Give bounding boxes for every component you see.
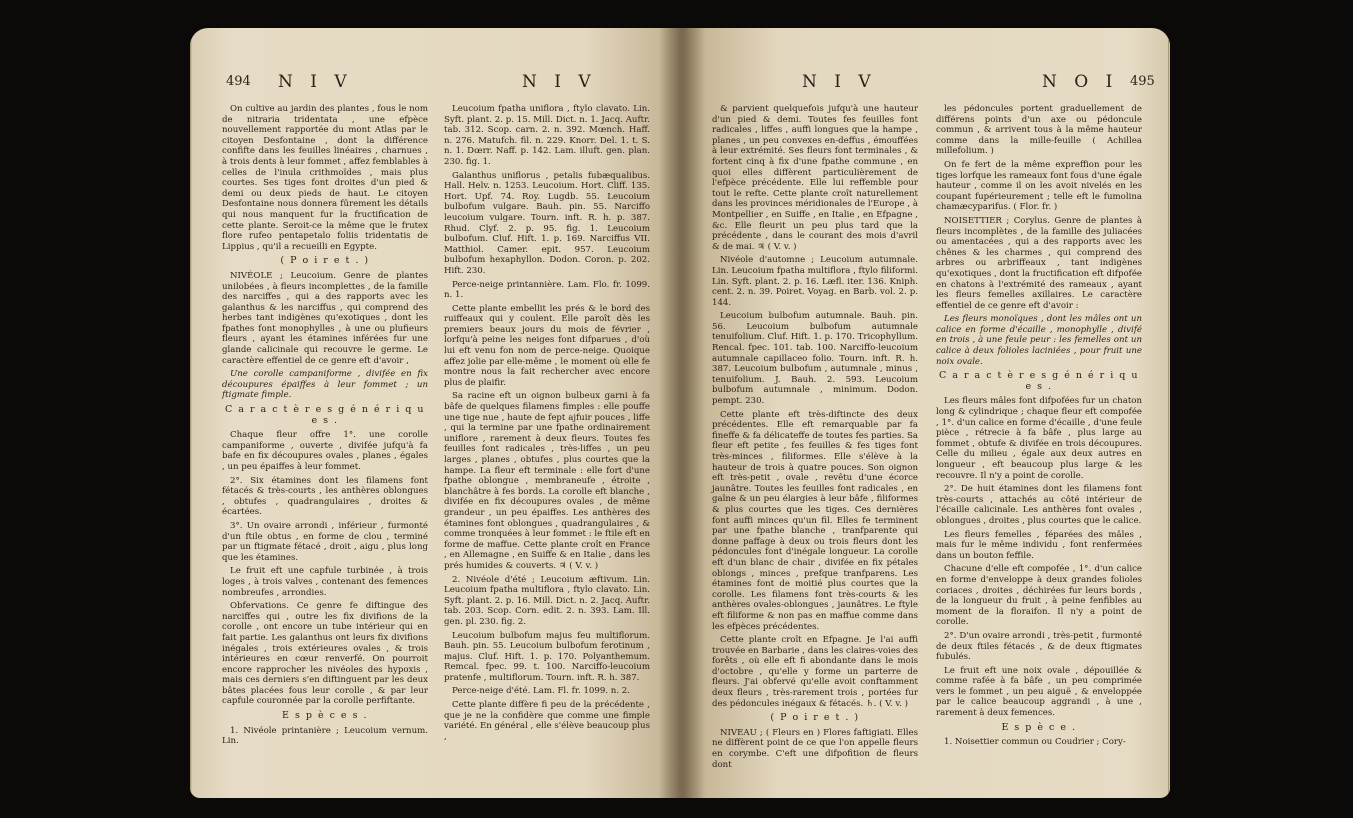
paragraph: Leucoium fpatha uniflora , ftylo clavato. Lin. Syft. plant. 2. p. 15. Mill. Dict. n. 1. Jacq. Auftr. tab. 312. Scop. carn. 2. n. 392. Mœnch. Haff. n. 276. Matufch. fil. n. 229. Knorr. Del. 1. t. S. n. 1. Dœrr. Naff. p. 142. Lam. illuft. gen. plan. 230. fig. 1. (444, 104, 650, 167)
paragraph: Les fleurs mâles font difpofées fur un chaton long & cylindrique ; chaque fleur eft compofée , 1°. d'un calice en forme d'écaille , d'une feule pièce , rétrecie à fa bâfe , plus large au fommet , obtufe & divifée en trois découpures. Celle du milieu , égale aux deux autres en longueur , eft beaucoup plus large & les recouvre. Il n'y a point de corolle. (936, 396, 1142, 481)
paragraph: 2°. De huit étamines dont les filamens font très-courts , attachés au côté intérieur de l'écaille calicinale. Les anthères font ovales , oblongues , droites , plus courtes que le calice. (936, 484, 1142, 526)
paragraph: Leucoium bulbofum autumnale. Bauh. pin. 56. Leucoium bulbofum autumnale tenuifolium. Cluf. Hift. 1. p. 170. Tricophyllum. Rencal. fpec. 101. tab. 100. Narciffo-leucoium autumnale capillaceo folio. Tourn. inft. R. h. 387. Leucoium bulbofum , autumnale , minus , tenuifolium. J. Bauh. 2. 593. Leucoium bulbofum autumnale , minimum. Dodon. pempt. 230. (712, 311, 918, 407)
paragraph: Le fruit eft une capfule turbinée , à trois loges , à trois valves , contenant des femences nombreufes , arrondies. (222, 566, 428, 598)
paragraph: On fe fert de la même expreffion pour les tiges lorfque les rameaux font fous d'une égale hauteur , comme il on les avoit nivelés en les coupant fupérieurement ; telle eft le fumolina chamæcyparifus. ( Flor. fr. ) (936, 159, 1142, 213)
paragraph: Perce-neige printannière. Lam. Flo. fr. 1099. n. 1. (444, 279, 650, 301)
page-number-left: 494 (226, 74, 251, 89)
paragraph: 2°. D'un ovaire arrondi , très-petit , furmonté de deux ftiles fétacés , & de deux ftigmates fubulés. (936, 630, 1142, 663)
paragraph: Perce-neige d'été. Lam. Fl. fr. 1099. n. 2. (452, 686, 630, 697)
paragraph: Une corolle campaniforme , divifée en fix découpures épaiffes à leur fommet ; un ftigmate fimple. (222, 369, 428, 401)
paragraph: ( P o i r e t . ) (770, 712, 860, 724)
paragraph: Les fleurs monoïques , dont les mâles ont un calice en forme d'écaille , monophylle , divifé en trois , à une feule peur : les femelles ont un calice à deux folioles laciniées , pour fruit une noix ovale. (936, 314, 1142, 367)
left-page (190, 28, 682, 798)
right-page (682, 28, 1170, 798)
paragraph: On cultive au jardin des plantes , fous le nom de nitraria tridentata , une efpèce nouvellement rapportée du mont Atlas par le citoyen Desfontaine , dont la différence confifte dans les feuilles linéaires , charnues , à trois dents à leur fommet , affez femblables à celles de l'inula crithmoïdes , mais plus courtes. Ses tiges font droites d'un pied & demi ou deux pieds de haut. Le citoyen Desfontaine nous donnera fûrement les détails qui nous manquent fur la fructification de cette plante. Seroit-ce la même que le frutex flore rufeo pentapetalo foliis tridentatis de Lippius , qu'il a recueilli en Egypte. (222, 104, 428, 252)
paragraph: Les fleurs femelles , féparées des mâles , mais fur le même individu , font renfermées dans un bouton feffile. (936, 529, 1142, 561)
paragraph: Nivéole d'automne ; Leucoium autumnale. Lin. Leucoium fpatha multiflora , ftylo filiformi. Lin. Syft. plant. 2. p. 16. Læfl. iter. 136. Kniph. cent. 2. n. 39. Poiret. Voyag. en Barb. vol. 2. p. 144. (712, 255, 919, 308)
paragraph: & parvient quelquefois jufqu'à une hauteur d'un pied & demi. Toutes fes feuilles font radicales , liffes , auffi longues que la hampe , planes , un peu convexes en-deffus , émouffées à leur extrémité. Ses fleurs font terminales , & fortent cinq à fix d'une fpathe commune , en quoi elles diffèrent particulièrement de l'efpèce précédente. Elle lui reffemble pour tout le refte. Cette plante croît naturellement dans les provinces méridionales de l'Europe , à Montpellier , en Suiffe , en Italie , en Efpagne , &c. Elle fleurit un peu plus tard que la précédente , dans le courant des mois d'avril & de mai. ♃ ( V. v. ) (712, 104, 918, 252)
left-running-head (190, 72, 682, 94)
paragraph: ( P o i r e t . ) (280, 255, 370, 267)
paragraph: Chaque fleur offre 1°. une corolle campaniforme , ouverte , divifée jufqu'à fa bafe en fix découpures ovales , planes , égales , un peu épaiffes à leur fommet. (222, 430, 428, 472)
running-head-right-col2: N O I (1042, 72, 1119, 92)
paragraph: Chacune d'elle eft compofée , 1°. d'un calice en forme d'enveloppe à deux grandes folioles coriaces , droites , déchirées fur leurs bords , de la longueur du fruit , à peine fenfibles au moment de la floraifon. Il n'y a point de corolle. (936, 564, 1142, 628)
paragraph: Cette plante croît en Efpagne. Je l'ai auffi trouvée en Barbarie , dans les claires-voies des forêts , où elle eft fi abondante dans le mois d'octobre , qu'elle y forme un parterre de fleurs. J'ai obfervé qu'elle avoit conftamment deux fleurs , très-rarement trois , portées fur des pédoncules inégaux & fétacés. ♄. ( V. v. ) (712, 635, 918, 709)
left-column-2 (444, 104, 650, 745)
paragraph: 1. Noisettier commun ou Coudrier ; Cory- (944, 737, 1126, 748)
paragraph: E s p è c e . (1001, 721, 1077, 733)
paragraph: 2°. Six étamines dont les filamens font fétacés & très-courts , les anthères oblongues , obtufes , quadrangulaires , droites & écartées. (222, 475, 428, 518)
paragraph: Le fruit eft une noix ovale , dépouillée & comme rafée à fa bâfe , un peu comprimée vers le fommet , un peu aiguë , & enveloppée par le calice beaucoup aggrandi , à une , rarement à deux femences. (936, 665, 1142, 719)
paragraph: 2. Nivéole d'été ; Leucoium æftivum. Lin. Leucoium fpatha multiflora , ftylo clavato. Lin. Syft. plant. 2. p. 16. Mill. Dict. n. 2. Jacq. Auftr. tab. 203. Scop. Corn. edit. 2. n. 393. Lam. Ill. gen. pl. 230. fig. 2. (444, 574, 650, 627)
paragraph: C a r a c t è r e s g é n é r i q u e s . (939, 370, 1139, 392)
open-book (190, 28, 1170, 806)
running-head-left-col1: N I V (278, 72, 353, 92)
right-running-head (682, 72, 1170, 94)
paragraph: Cette plante eft très-diftincte des deux précédentes. Elle eft remarquable par fa fineffe & fa délicateffe de toutes fes parties. Sa fleur eft petite , fes feuilles & fes tiges font très-minces , filiformes. Elle s'élève à la hauteur de trois à quatre pouces. Son oignon eft très-petit , ovale , revêtu d'une écorce jaunâtre. Toutes les feuilles font radicales , en gaîne & un peu élargies à leur bâfe , filiformes & plus courtes que les tiges. Ces dernières font auffi minces qu'un fil. Elles fe terminent par une fpathe blanche , tranfparente qui donne paffage à deux ou trois fleurs dont les pédoncules font d'inégale longueur. La corolle eft d'un blanc de chair , divifée en fix pétales oblongs , minces , prefque tranfparens. Les étamines font de moitié plus courtes que la corolle. Les filamens font très-courts & les anthères ovales-oblongues , jaunâtres. Le ftyle eft filiforme & non pas en maffue comme dans les efpèces précédentes. (712, 409, 918, 632)
left-column-1 (222, 104, 428, 750)
paragraph: 3°. Un ovaire arrondi , inférieur , furmonté d'un ftile obtus , en forme de clou , terminé par un ftigmate fétacé , droit , aigu , plus long que les étamines. (222, 520, 428, 563)
paragraph: 1. Nivéole printanière ; Leucoium vernum. Lin. (222, 725, 428, 747)
paragraph: C a r a c t è r e s g é n é r i q u e s . (225, 404, 425, 426)
paragraph: NIVEAU ; ( Fleurs en ) Flores faftigiati. Elles ne diffèrent point de ce que l'on appelle fleurs en corymbe. C'eft une difpofition de fleurs dont (712, 727, 918, 770)
paragraph: Cette plante embellit les prés & le bord des ruiffeaux qui y coulent. Elle paroît dès les premiers beaux jours du mois de février , lorfqu'à peine les neiges font difparues , d'où lui eft venu fon nom de perce-neige. Quoique affez jolie par elle-même , le moment où elle fe montre nous la fait rechercher avec encore plus de plaifir. (444, 303, 650, 388)
running-head-right-col1: N I V (802, 72, 877, 92)
paragraph: NOISETTIER ; Corylus. Genre de plantes à fleurs incomplètes , de la famille des juliacées ou amentacées , qui a des rapports avec les chênes & les charmes , qui comprend des arbres ou arbriffeaux , tant indigènes qu'exotiques , dont la fructification eft difpofée en chatons à l'extrémité des rameaux , ayant les fleurs femelles axillaires. Le caractère effentiel de ce genre eft d'avoir : (936, 215, 1142, 311)
paragraph: E s p è c e s . (282, 710, 368, 722)
paragraph: Galanthus uniflorus , petalis fubæqualibus. Hall. Helv. n. 1253. Leucoium. Hort. Cliff. 135. Hort. Upf. 74. Roy. Lugdb. 55. Leucoium bulbofum vulgare. Bauh. pin. 55. Narciffo leucoium vulgare. Tourn. inft. R. h. p. 387. Rhud. Clyf. 2. p. 95. fig. 1. Leucoium bulbofum. Cluf. Hift. 1. p. 169. Narciffus VII. Matthiol. Camer. epit. 957. Leucoium bulbofum hexaphyllon. Dodon. Coron. p. 202. Hift. 230. (444, 170, 650, 276)
right-page-edges (1168, 40, 1170, 798)
running-head-left-col2: N I V (522, 72, 597, 92)
paragraph: NIVÉOLE ; Leucoium. Genre de plantes unilobées , à fleurs incomplettes , de la famille des narciffes , qui a des rapports avec les galanthus & les narciffus , qui comprend des herbes tant indigènes qu'exotiques , dont les fpathes font monophylles , à une ou plufieurs fleurs , ayant les étamines inférées fur une glande calicinale qui recouvre le germe. Le caractère effentiel de ce genre eft d'avoir , (222, 270, 428, 366)
page-number-right: 495 (1130, 74, 1155, 89)
left-page-edges (190, 40, 192, 798)
paragraph: les pédoncules portent graduellement de différens points d'un axe ou pédoncule commun , & arrivent tous à la même hauteur comme dans la mille-feuille ( Achillea millefolium. ) (936, 104, 1142, 157)
right-column-2 (936, 104, 1142, 751)
right-column-1 (712, 104, 918, 773)
paragraph: Cette plante diffère fi peu de la précédente , que je ne la confidère que comme une fimple variété. En général , elle s'élève beaucoup plus , (444, 700, 650, 742)
paragraph: Leucoium bulbofum majus feu multiflorum. Bauh. pin. 55. Leucoium bulbofum ferotinum , majus. Cluf. Hift. 1. p. 170. Polyanthemum. Remcal. fpec. 99. t. 100. Narciffo-leucoium pratenfe , multiflorum. Tourn. inft. R. h. 387. (444, 630, 650, 683)
paragraph: Sa racine eft un oignon bulbeux garni à fa bâfe de quelques filamens fimples : elle pouffe une tige nue , haute de fept ajfuir pouces , liffe , qui la termine par une fpathe ordinairement uniflore , rarement à deux fleurs. Toutes fes feuilles font radicales , très-liffes , un peu larges , planes , obtufes , plus courtes que la hampe. La fleur eft terminale : elle fort d'une fpathe oblongue , membraneufe , étroite , blanchâtre à fes bords. La corolle eft blanche , divifée en fix découpures ovales , de même grandeur , un peu épaiffes. Les anthères des étamines font oblongues , quadrangulaires , & comme tronquées à leur fommet : le ftile eft en forme de maffue. Cette plante croît en France , en Allemagne , en Suiffe & en Italie , dans les prés humides & couverts. ♃ ( V. v. ) (444, 391, 650, 571)
paragraph: Obfervations. Ce genre fe diftingue des narciffes qui , outre les fix divifions de la corolle , ont encore un tube intérieur qui en fait partie. Les galanthus ont leurs fix divifions inégales , trois extérieures ovales , & trois intérieures en cœur renverfé. On pourroit encore rapprocher les nivéoles des hypoxis , mais ces derniers s'en diftinguent par les deux bâtes placées fous leur corolle , & par leur capfule couronnée par la corolle perfiftante. (222, 601, 428, 707)
